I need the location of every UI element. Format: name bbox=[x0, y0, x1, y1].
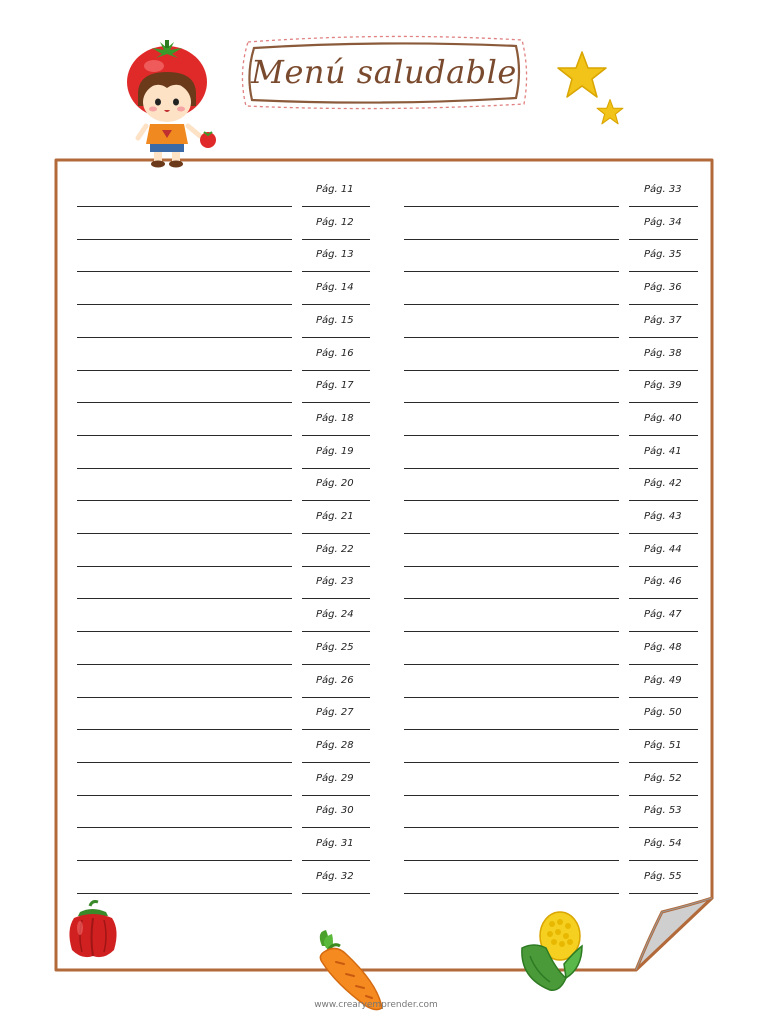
entry-line bbox=[77, 271, 292, 272]
page-number-line bbox=[629, 598, 698, 599]
page-number-label: Pág. 42 bbox=[644, 478, 682, 489]
page-number-line bbox=[629, 762, 698, 763]
entry-line bbox=[404, 402, 619, 403]
page-number-label: Pág. 33 bbox=[644, 184, 682, 195]
page-number-line bbox=[302, 795, 370, 796]
entry-line bbox=[77, 468, 292, 469]
entry-line bbox=[77, 631, 292, 632]
page-number-line bbox=[302, 664, 370, 665]
page-number-label: Pág. 27 bbox=[316, 707, 354, 718]
page-number-line bbox=[302, 304, 370, 305]
entry-line bbox=[77, 337, 292, 338]
entry-line bbox=[404, 304, 619, 305]
page-number-line bbox=[629, 827, 698, 828]
page-number-line bbox=[629, 271, 698, 272]
page-number-label: Pág. 15 bbox=[316, 315, 354, 326]
entry-line bbox=[77, 533, 292, 534]
page-number-label: Pág. 30 bbox=[316, 805, 354, 816]
page-number-label: Pág. 22 bbox=[316, 544, 354, 555]
page-number-label: Pág. 20 bbox=[316, 478, 354, 489]
page-number-line bbox=[629, 239, 698, 240]
entry-line bbox=[77, 893, 292, 894]
page-number-line bbox=[629, 566, 698, 567]
entry-line bbox=[404, 337, 619, 338]
page-number-line bbox=[629, 500, 698, 501]
page-number-label: Pág. 43 bbox=[644, 511, 682, 522]
page-number-label: Pág. 32 bbox=[316, 871, 354, 882]
entry-line bbox=[404, 370, 619, 371]
entry-line bbox=[404, 435, 619, 436]
page-number-line bbox=[629, 893, 698, 894]
entry-line bbox=[77, 795, 292, 796]
entry-line bbox=[77, 729, 292, 730]
entry-line bbox=[77, 566, 292, 567]
page-number-line bbox=[629, 468, 698, 469]
entry-line bbox=[404, 598, 619, 599]
page-number-line bbox=[629, 664, 698, 665]
page-number-label: Pág. 21 bbox=[316, 511, 354, 522]
corn-icon bbox=[516, 908, 588, 994]
page-number-line bbox=[629, 631, 698, 632]
page-number-line bbox=[302, 500, 370, 501]
page-number-label: Pág. 38 bbox=[644, 348, 682, 359]
entry-line bbox=[77, 370, 292, 371]
page-number-label: Pág. 34 bbox=[644, 217, 682, 228]
page-number-line bbox=[302, 566, 370, 567]
page-number-line bbox=[302, 239, 370, 240]
entry-line bbox=[77, 860, 292, 861]
page-number-line bbox=[629, 435, 698, 436]
entry-line bbox=[404, 271, 619, 272]
page-number-label: Pág. 46 bbox=[644, 576, 682, 587]
page-number-label: Pág. 55 bbox=[644, 871, 682, 882]
page-number-line bbox=[302, 762, 370, 763]
entry-line bbox=[404, 664, 619, 665]
page-number-label: Pág. 19 bbox=[316, 446, 354, 457]
entry-line bbox=[404, 860, 619, 861]
entry-line bbox=[404, 762, 619, 763]
page-number-line bbox=[629, 697, 698, 698]
entry-line bbox=[404, 500, 619, 501]
page-number-label: Pág. 39 bbox=[644, 380, 682, 391]
entry-line bbox=[404, 239, 619, 240]
page-number-line bbox=[302, 697, 370, 698]
page-number-label: Pág. 37 bbox=[644, 315, 682, 326]
entry-line bbox=[77, 304, 292, 305]
star-icon bbox=[556, 50, 608, 100]
page-number-line bbox=[629, 206, 698, 207]
entry-line bbox=[404, 893, 619, 894]
entry-line bbox=[77, 827, 292, 828]
entry-line bbox=[404, 566, 619, 567]
page-number-line bbox=[302, 468, 370, 469]
page-number-label: Pág. 40 bbox=[644, 413, 682, 424]
page-number-line bbox=[302, 337, 370, 338]
page-number-label: Pág. 29 bbox=[316, 773, 354, 784]
page-number-line bbox=[302, 533, 370, 534]
footer-url: www.crearyemprender.com bbox=[314, 1000, 438, 1010]
page-number-line bbox=[302, 206, 370, 207]
page-number-label: Pág. 31 bbox=[316, 838, 354, 849]
entry-line bbox=[404, 533, 619, 534]
page-number-label: Pág. 18 bbox=[316, 413, 354, 424]
page-number-label: Pág. 23 bbox=[316, 576, 354, 587]
page-number-line bbox=[302, 271, 370, 272]
entry-line bbox=[77, 435, 292, 436]
entry-line bbox=[404, 827, 619, 828]
page-number-label: Pág. 12 bbox=[316, 217, 354, 228]
page-number-line bbox=[629, 795, 698, 796]
entry-line bbox=[404, 697, 619, 698]
entry-line bbox=[404, 795, 619, 796]
page-number-label: Pág. 25 bbox=[316, 642, 354, 653]
page-number-label: Pág. 24 bbox=[316, 609, 354, 620]
entry-line bbox=[404, 206, 619, 207]
entry-line bbox=[404, 729, 619, 730]
page-number-line bbox=[302, 435, 370, 436]
tomato-girl-icon bbox=[116, 40, 222, 168]
page-number-line bbox=[302, 598, 370, 599]
page-number-line bbox=[629, 860, 698, 861]
page-number-line bbox=[302, 860, 370, 861]
page-number-label: Pág. 17 bbox=[316, 380, 354, 391]
entry-line bbox=[77, 239, 292, 240]
entry-line bbox=[404, 468, 619, 469]
page-number-label: Pág. 53 bbox=[644, 805, 682, 816]
page-number-label: Pág. 26 bbox=[316, 675, 354, 686]
page-number-label: Pág. 36 bbox=[644, 282, 682, 293]
page-number-label: Pág. 28 bbox=[316, 740, 354, 751]
entry-line bbox=[77, 598, 292, 599]
page-number-line bbox=[302, 893, 370, 894]
page-number-label: Pág. 44 bbox=[644, 544, 682, 555]
page-number-label: Pág. 54 bbox=[644, 838, 682, 849]
page-number-label: Pág. 35 bbox=[644, 249, 682, 260]
title-banner bbox=[238, 34, 530, 110]
page-number-line bbox=[302, 402, 370, 403]
page-number-line bbox=[629, 370, 698, 371]
entry-line bbox=[77, 664, 292, 665]
page-number-label: Pág. 50 bbox=[644, 707, 682, 718]
page-number-line bbox=[302, 827, 370, 828]
entry-line bbox=[77, 697, 292, 698]
entry-line bbox=[77, 762, 292, 763]
entry-line bbox=[77, 206, 292, 207]
page-title: Menú saludable bbox=[251, 53, 517, 91]
page-number-label: Pág. 49 bbox=[644, 675, 682, 686]
page-number-line bbox=[629, 402, 698, 403]
page-number-line bbox=[629, 304, 698, 305]
page-number-line bbox=[629, 337, 698, 338]
star-icon bbox=[596, 98, 624, 126]
red-pepper-icon bbox=[62, 900, 124, 962]
entry-line bbox=[77, 500, 292, 501]
entry-line bbox=[404, 631, 619, 632]
page-number-line bbox=[302, 729, 370, 730]
page-number-line bbox=[629, 729, 698, 730]
page-number-label: Pág. 16 bbox=[316, 348, 354, 359]
page-number-line bbox=[629, 533, 698, 534]
page-number-label: Pág. 47 bbox=[644, 609, 682, 620]
page-number-line bbox=[302, 631, 370, 632]
page-number-label: Pág. 51 bbox=[644, 740, 682, 751]
page-number-label: Pág. 14 bbox=[316, 282, 354, 293]
page-number-line bbox=[302, 370, 370, 371]
entry-line bbox=[77, 402, 292, 403]
page-number-label: Pág. 52 bbox=[644, 773, 682, 784]
page-number-label: Pág. 11 bbox=[316, 184, 354, 195]
page-number-label: Pág. 41 bbox=[644, 446, 682, 457]
page-number-label: Pág. 13 bbox=[316, 249, 354, 260]
page-number-label: Pág. 48 bbox=[644, 642, 682, 653]
